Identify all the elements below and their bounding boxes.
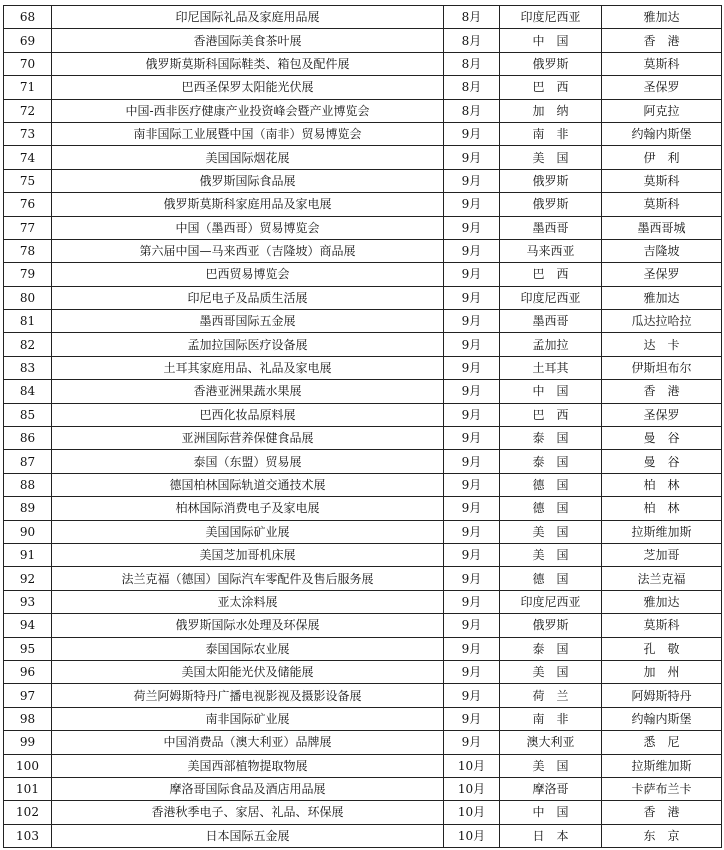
table-row bbox=[4, 52, 722, 75]
country-cell: 德 国 bbox=[500, 473, 602, 496]
month-cell: 9月 bbox=[444, 684, 500, 707]
table-row bbox=[4, 567, 722, 590]
city-cell: 莫斯科 bbox=[602, 614, 722, 637]
exhibition-name-cell: 美国芝加哥机床展 bbox=[52, 543, 444, 566]
city-cell: 莫斯科 bbox=[602, 52, 722, 75]
table-row bbox=[4, 614, 722, 637]
city-cell: 东 京 bbox=[602, 824, 722, 847]
country-cell: 美 国 bbox=[500, 543, 602, 566]
city-cell: 瓜达拉哈拉 bbox=[602, 310, 722, 333]
exhibition-name-cell: 荷兰阿姆斯特丹广播电视影视及摄影设备展 bbox=[52, 684, 444, 707]
row-number-cell: 76 bbox=[4, 193, 52, 216]
country-cell: 泰 国 bbox=[500, 427, 602, 450]
month-cell: 9月 bbox=[444, 122, 500, 145]
table-row bbox=[4, 637, 722, 660]
row-number-cell: 100 bbox=[4, 754, 52, 777]
row-number-cell: 87 bbox=[4, 450, 52, 473]
country-cell: 中 国 bbox=[500, 801, 602, 824]
country-cell: 巴 西 bbox=[500, 263, 602, 286]
table-row bbox=[4, 731, 722, 754]
exhibition-name-cell: 印尼国际礼品及家庭用品展 bbox=[52, 6, 444, 29]
row-number-cell: 99 bbox=[4, 731, 52, 754]
table-row bbox=[4, 590, 722, 613]
country-cell: 印度尼西亚 bbox=[500, 286, 602, 309]
country-cell: 印度尼西亚 bbox=[500, 590, 602, 613]
city-cell: 达 卡 bbox=[602, 333, 722, 356]
row-number-cell: 82 bbox=[4, 333, 52, 356]
exhibition-name-cell: 美国国际烟花展 bbox=[52, 146, 444, 169]
table-row bbox=[4, 801, 722, 824]
city-cell: 香 港 bbox=[602, 380, 722, 403]
month-cell: 9月 bbox=[444, 403, 500, 426]
city-cell: 圣保罗 bbox=[602, 403, 722, 426]
month-cell: 9月 bbox=[444, 380, 500, 403]
table-row bbox=[4, 263, 722, 286]
exhibition-name-cell: 巴西圣保罗太阳能光伏展 bbox=[52, 76, 444, 99]
row-number-cell: 88 bbox=[4, 473, 52, 496]
table-row bbox=[4, 76, 722, 99]
month-cell: 10月 bbox=[444, 801, 500, 824]
exhibition-name-cell: 南非国际矿业展 bbox=[52, 707, 444, 730]
exhibition-name-cell: 美国西部植物提取物展 bbox=[52, 754, 444, 777]
month-cell: 9月 bbox=[444, 731, 500, 754]
table-row bbox=[4, 824, 722, 847]
table-row bbox=[4, 146, 722, 169]
month-cell: 9月 bbox=[444, 333, 500, 356]
row-number-cell: 96 bbox=[4, 660, 52, 683]
exhibition-name-cell: 亚太涂料展 bbox=[52, 590, 444, 613]
month-cell: 9月 bbox=[444, 520, 500, 543]
table-row bbox=[4, 754, 722, 777]
table-row bbox=[4, 497, 722, 520]
exhibition-name-cell: 美国国际矿业展 bbox=[52, 520, 444, 543]
row-number-cell: 86 bbox=[4, 427, 52, 450]
row-number-cell: 75 bbox=[4, 169, 52, 192]
month-cell: 9月 bbox=[444, 660, 500, 683]
table-row bbox=[4, 473, 722, 496]
city-cell: 伊 利 bbox=[602, 146, 722, 169]
city-cell: 香 港 bbox=[602, 29, 722, 52]
table-row bbox=[4, 543, 722, 566]
city-cell: 拉斯维加斯 bbox=[602, 520, 722, 543]
row-number-cell: 98 bbox=[4, 707, 52, 730]
exhibition-name-cell: 俄罗斯国际水处理及环保展 bbox=[52, 614, 444, 637]
exhibition-table-body bbox=[4, 6, 722, 848]
row-number-cell: 93 bbox=[4, 590, 52, 613]
country-cell: 孟加拉 bbox=[500, 333, 602, 356]
country-cell: 荷 兰 bbox=[500, 684, 602, 707]
country-cell: 墨西哥 bbox=[500, 216, 602, 239]
table-row bbox=[4, 380, 722, 403]
city-cell: 约翰内斯堡 bbox=[602, 707, 722, 730]
country-cell: 印度尼西亚 bbox=[500, 6, 602, 29]
row-number-cell: 69 bbox=[4, 29, 52, 52]
row-number-cell: 89 bbox=[4, 497, 52, 520]
row-number-cell: 95 bbox=[4, 637, 52, 660]
city-cell: 阿克拉 bbox=[602, 99, 722, 122]
row-number-cell: 72 bbox=[4, 99, 52, 122]
exhibition-name-cell: 香港秋季电子、家居、礼品、环保展 bbox=[52, 801, 444, 824]
row-number-cell: 73 bbox=[4, 122, 52, 145]
exhibition-name-cell: 俄罗斯莫斯科国际鞋类、箱包及配件展 bbox=[52, 52, 444, 75]
row-number-cell: 79 bbox=[4, 263, 52, 286]
month-cell: 9月 bbox=[444, 637, 500, 660]
table-row bbox=[4, 520, 722, 543]
country-cell: 美 国 bbox=[500, 146, 602, 169]
country-cell: 南 非 bbox=[500, 707, 602, 730]
city-cell: 芝加哥 bbox=[602, 543, 722, 566]
city-cell: 法兰克福 bbox=[602, 567, 722, 590]
month-cell: 10月 bbox=[444, 824, 500, 847]
table-row bbox=[4, 122, 722, 145]
country-cell: 巴 西 bbox=[500, 76, 602, 99]
exhibition-name-cell: 泰国（东盟）贸易展 bbox=[52, 450, 444, 473]
table-row bbox=[4, 6, 722, 29]
country-cell: 中 国 bbox=[500, 380, 602, 403]
exhibition-name-cell: 泰国国际农业展 bbox=[52, 637, 444, 660]
city-cell: 柏 林 bbox=[602, 497, 722, 520]
country-cell: 加 纳 bbox=[500, 99, 602, 122]
row-number-cell: 90 bbox=[4, 520, 52, 543]
month-cell: 10月 bbox=[444, 777, 500, 800]
exhibition-name-cell: 香港国际美食茶叶展 bbox=[52, 29, 444, 52]
exhibition-name-cell: 墨西哥国际五金展 bbox=[52, 310, 444, 333]
country-cell: 德 国 bbox=[500, 497, 602, 520]
country-cell: 泰 国 bbox=[500, 637, 602, 660]
city-cell: 孔 敬 bbox=[602, 637, 722, 660]
country-cell: 土耳其 bbox=[500, 356, 602, 379]
exhibition-name-cell: 第六届中国—马来西亚（吉隆坡）商品展 bbox=[52, 239, 444, 262]
country-cell: 中 国 bbox=[500, 29, 602, 52]
month-cell: 9月 bbox=[444, 707, 500, 730]
exhibition-name-cell: 南非国际工业展暨中国（南非）贸易博览会 bbox=[52, 122, 444, 145]
country-cell: 墨西哥 bbox=[500, 310, 602, 333]
city-cell: 圣保罗 bbox=[602, 263, 722, 286]
row-number-cell: 80 bbox=[4, 286, 52, 309]
exhibition-name-cell: 俄罗斯莫斯科家庭用品及家电展 bbox=[52, 193, 444, 216]
table-row bbox=[4, 169, 722, 192]
exhibition-name-cell: 法兰克福（德国）国际汽车零配件及售后服务展 bbox=[52, 567, 444, 590]
country-cell: 俄罗斯 bbox=[500, 614, 602, 637]
city-cell: 圣保罗 bbox=[602, 76, 722, 99]
table-row bbox=[4, 660, 722, 683]
exhibition-name-cell: 德国柏林国际轨道交通技术展 bbox=[52, 473, 444, 496]
month-cell: 9月 bbox=[444, 543, 500, 566]
city-cell: 卡萨布兰卡 bbox=[602, 777, 722, 800]
city-cell: 悉 尼 bbox=[602, 731, 722, 754]
city-cell: 莫斯科 bbox=[602, 193, 722, 216]
exhibition-name-cell: 中国消费品（澳大利亚）品牌展 bbox=[52, 731, 444, 754]
table-row bbox=[4, 193, 722, 216]
row-number-cell: 91 bbox=[4, 543, 52, 566]
exhibition-name-cell: 孟加拉国际医疗设备展 bbox=[52, 333, 444, 356]
exhibition-name-cell: 土耳其家庭用品、礼品及家电展 bbox=[52, 356, 444, 379]
row-number-cell: 81 bbox=[4, 310, 52, 333]
table-row bbox=[4, 310, 722, 333]
month-cell: 9月 bbox=[444, 239, 500, 262]
month-cell: 8月 bbox=[444, 52, 500, 75]
city-cell: 雅加达 bbox=[602, 286, 722, 309]
month-cell: 9月 bbox=[444, 356, 500, 379]
city-cell: 吉隆坡 bbox=[602, 239, 722, 262]
country-cell: 美 国 bbox=[500, 754, 602, 777]
month-cell: 8月 bbox=[444, 6, 500, 29]
month-cell: 8月 bbox=[444, 29, 500, 52]
city-cell: 拉斯维加斯 bbox=[602, 754, 722, 777]
row-number-cell: 83 bbox=[4, 356, 52, 379]
country-cell: 美 国 bbox=[500, 520, 602, 543]
table-row bbox=[4, 356, 722, 379]
country-cell: 德 国 bbox=[500, 567, 602, 590]
exhibition-name-cell: 印尼电子及品质生活展 bbox=[52, 286, 444, 309]
month-cell: 8月 bbox=[444, 76, 500, 99]
row-number-cell: 85 bbox=[4, 403, 52, 426]
country-cell: 泰 国 bbox=[500, 450, 602, 473]
table-row bbox=[4, 286, 722, 309]
month-cell: 9月 bbox=[444, 614, 500, 637]
row-number-cell: 74 bbox=[4, 146, 52, 169]
row-number-cell: 78 bbox=[4, 239, 52, 262]
month-cell: 10月 bbox=[444, 754, 500, 777]
month-cell: 9月 bbox=[444, 450, 500, 473]
month-cell: 9月 bbox=[444, 169, 500, 192]
city-cell: 约翰内斯堡 bbox=[602, 122, 722, 145]
month-cell: 9月 bbox=[444, 310, 500, 333]
month-cell: 9月 bbox=[444, 497, 500, 520]
table-row bbox=[4, 777, 722, 800]
row-number-cell: 70 bbox=[4, 52, 52, 75]
city-cell: 曼 谷 bbox=[602, 450, 722, 473]
month-cell: 9月 bbox=[444, 193, 500, 216]
city-cell: 墨西哥城 bbox=[602, 216, 722, 239]
country-cell: 俄罗斯 bbox=[500, 193, 602, 216]
month-cell: 9月 bbox=[444, 146, 500, 169]
row-number-cell: 77 bbox=[4, 216, 52, 239]
exhibition-name-cell: 摩洛哥国际食品及酒店用品展 bbox=[52, 777, 444, 800]
month-cell: 9月 bbox=[444, 286, 500, 309]
exhibition-name-cell: 巴西化妆品原料展 bbox=[52, 403, 444, 426]
table-row bbox=[4, 427, 722, 450]
exhibition-name-cell: 美国太阳能光伏及储能展 bbox=[52, 660, 444, 683]
country-cell: 澳大利亚 bbox=[500, 731, 602, 754]
exhibition-name-cell: 巴西贸易博览会 bbox=[52, 263, 444, 286]
table-row bbox=[4, 333, 722, 356]
table-row bbox=[4, 216, 722, 239]
country-cell: 马来西亚 bbox=[500, 239, 602, 262]
city-cell: 伊斯坦布尔 bbox=[602, 356, 722, 379]
row-number-cell: 97 bbox=[4, 684, 52, 707]
exhibition-name-cell: 俄罗斯国际食品展 bbox=[52, 169, 444, 192]
exhibition-name-cell: 柏林国际消费电子及家电展 bbox=[52, 497, 444, 520]
month-cell: 9月 bbox=[444, 590, 500, 613]
row-number-cell: 92 bbox=[4, 567, 52, 590]
exhibition-name-cell: 日本国际五金展 bbox=[52, 824, 444, 847]
country-cell: 俄罗斯 bbox=[500, 52, 602, 75]
row-number-cell: 102 bbox=[4, 801, 52, 824]
city-cell: 曼 谷 bbox=[602, 427, 722, 450]
country-cell: 摩洛哥 bbox=[500, 777, 602, 800]
city-cell: 阿姆斯特丹 bbox=[602, 684, 722, 707]
country-cell: 日 本 bbox=[500, 824, 602, 847]
exhibition-name-cell: 中国（墨西哥）贸易博览会 bbox=[52, 216, 444, 239]
city-cell: 雅加达 bbox=[602, 6, 722, 29]
row-number-cell: 71 bbox=[4, 76, 52, 99]
exhibition-name-cell: 亚洲国际营养保健食品展 bbox=[52, 427, 444, 450]
city-cell: 香 港 bbox=[602, 801, 722, 824]
exhibition-name-cell: 中国-西非医疗健康产业投资峰会暨产业博览会 bbox=[52, 99, 444, 122]
table-row bbox=[4, 29, 722, 52]
month-cell: 8月 bbox=[444, 99, 500, 122]
table-row bbox=[4, 239, 722, 262]
country-cell: 俄罗斯 bbox=[500, 169, 602, 192]
month-cell: 9月 bbox=[444, 216, 500, 239]
city-cell: 雅加达 bbox=[602, 590, 722, 613]
month-cell: 9月 bbox=[444, 427, 500, 450]
table-row bbox=[4, 450, 722, 473]
table-row bbox=[4, 707, 722, 730]
exhibition-schedule-table bbox=[3, 5, 722, 848]
city-cell: 莫斯科 bbox=[602, 169, 722, 192]
month-cell: 9月 bbox=[444, 473, 500, 496]
city-cell: 加 州 bbox=[602, 660, 722, 683]
country-cell: 巴 西 bbox=[500, 403, 602, 426]
month-cell: 9月 bbox=[444, 567, 500, 590]
row-number-cell: 103 bbox=[4, 824, 52, 847]
row-number-cell: 101 bbox=[4, 777, 52, 800]
row-number-cell: 84 bbox=[4, 380, 52, 403]
table-row bbox=[4, 403, 722, 426]
country-cell: 美 国 bbox=[500, 660, 602, 683]
country-cell: 南 非 bbox=[500, 122, 602, 145]
row-number-cell: 94 bbox=[4, 614, 52, 637]
month-cell: 9月 bbox=[444, 263, 500, 286]
table-row bbox=[4, 684, 722, 707]
table-row bbox=[4, 99, 722, 122]
city-cell: 柏 林 bbox=[602, 473, 722, 496]
exhibition-name-cell: 香港亚洲果蔬水果展 bbox=[52, 380, 444, 403]
row-number-cell: 68 bbox=[4, 6, 52, 29]
